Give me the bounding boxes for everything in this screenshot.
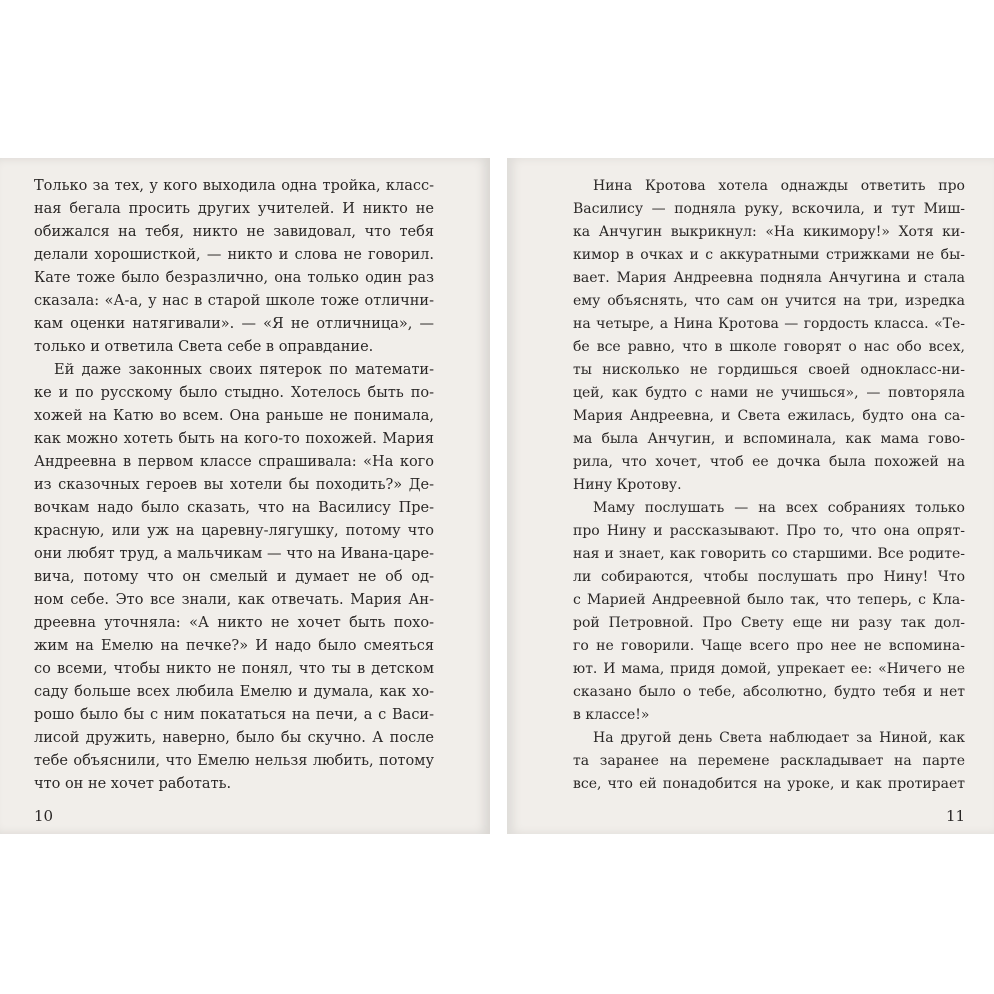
text-line: ном себе. Это все знали, как отвечать. Мария Ан- [34, 592, 434, 608]
text-line: Андреевна в первом классе спрашивала: «На кого [34, 454, 434, 470]
text-line: Только за тех, у кого выходила одна тройка, класс- [34, 178, 434, 194]
text-line: саду больше всех любила Емелю и думала, как хо- [34, 684, 434, 700]
text-line: ты нисколько не гордишься своей однокласс-ни- [573, 362, 965, 378]
text-line: как можно хотеть быть на кого-то похожей. Мария [34, 431, 434, 447]
text-line: ма была Анчугин, и вспоминала, как мама гово- [573, 431, 965, 447]
text-line: ему объяснять, что сам он учится на три, изредка [573, 293, 965, 309]
text-line: только и ответила Света себе в оправдание. [34, 339, 374, 355]
text-line: кимор в очках и с аккуратными стрижками не бы- [573, 247, 965, 263]
text-line: ли собираются, чтобы послушать про Нину! Что [573, 569, 965, 585]
text-line: все, что ей понадобится на уроке, и как протирает [573, 776, 965, 792]
text-line: они любят труд, а мальчикам — что на Ивана-царе- [34, 546, 434, 562]
text-line: рошо было бы с ним покататься на печи, а с Васи- [34, 707, 434, 723]
text-line: ная бегала просить других учителей. И никто не [34, 201, 434, 217]
text-line: делали хорошисткой, — никто и слова не говорил. [34, 247, 434, 263]
text-line: бе все равно, что в школе говорят о нас обо всех, [573, 339, 965, 355]
text-line: в классе!» [573, 707, 650, 723]
text-line: на четыре, а Нина Кротова — гордость класса. «Те- [573, 316, 965, 332]
text-line: Мария Андреевна, и Света ежилась, будто она са- [573, 408, 965, 424]
text-line: про Нину и рассказывают. Про то, что она опрят- [573, 523, 965, 539]
text-line: дреевна уточняла: «А никто не хочет быть похо- [34, 615, 434, 631]
text-line: Нину Кротову. [573, 477, 682, 493]
text-line: ют. И мама, придя домой, упрекает ее: «Ничего не [573, 661, 965, 677]
text-line: та заранее на перемене раскладывает на парте [573, 753, 965, 769]
text-line: тебе объяснили, что Емелю нельзя любить, потому [34, 753, 434, 769]
text-line: Маму послушать — на всех собраниях только [593, 500, 965, 516]
text-line: лисой дружить, наверно, было бы скучно. А после [34, 730, 434, 746]
text-line: из сказочных героев вы хотели бы походить?» Де- [34, 477, 434, 493]
text-line: На другой день Света наблюдает за Ниной, как [593, 730, 965, 746]
text-line: обижался на тебя, никто не завидовал, что тебя [34, 224, 434, 240]
text-line: со всеми, чтобы никто не понял, что ты в детском [34, 661, 434, 677]
left-page-number: 10 [34, 807, 54, 825]
text-line: сказала: «А-а, у нас в старой школе тоже отлични- [34, 293, 434, 309]
text-line: ка Анчугин выкрикнул: «На кикимору!» Хотя ки- [573, 224, 965, 240]
right-page-body [573, 175, 965, 796]
text-line: с Марией Андреевной было так, что теперь, с Кла- [573, 592, 965, 608]
text-line: что он не хочет работать. [34, 776, 232, 792]
text-line: Кате тоже было безразлично, она только один раз [34, 270, 434, 286]
text-line: ке и по русскому было стыдно. Хотелось быть по- [34, 385, 434, 401]
text-line: рила, что хочет, чтоб ее дочка была похожей на [573, 454, 965, 470]
text-line: Василису — подняла руку, вскочила, и тут Миш- [573, 201, 965, 217]
text-line: рой Петровной. Про Свету еще ни разу так дол- [573, 615, 965, 631]
text-line: цей, как будто с нами не учишься», — повторяла [573, 385, 965, 401]
text-line: ная и знает, как говорить со старшими. Все родите- [573, 546, 965, 562]
text-line: Нина Кротова хотела однажды ответить про [593, 178, 965, 194]
book-gutter [490, 158, 507, 834]
text-line: вича, потому что он смелый и думает не об од- [34, 569, 434, 585]
text-line: красную, или уж на царевну-лягушку, потому что [34, 523, 434, 539]
text-line: сказано было о тебе, абсолютно, будто тебя и нет [573, 684, 965, 700]
right-page-number: 11 [946, 807, 966, 825]
left-page-body [34, 175, 434, 796]
text-line: го не говорили. Чаще всего про нее не вспомина- [573, 638, 965, 654]
text-line: жим на Емелю на печке?» И надо было смеяться [34, 638, 434, 654]
text-line: Ей даже законных своих пятерок по математи- [54, 362, 434, 378]
text-line: хожей на Катю во всем. Она раньше не понимала, [34, 408, 434, 424]
text-line: вает. Мария Андреевна подняла Анчугина и стала [573, 270, 965, 286]
text-line: кам оценки натягивали». — «Я не отличница», — [34, 316, 434, 332]
text-line: вочкам надо было сказать, что на Василису Пре- [34, 500, 434, 516]
